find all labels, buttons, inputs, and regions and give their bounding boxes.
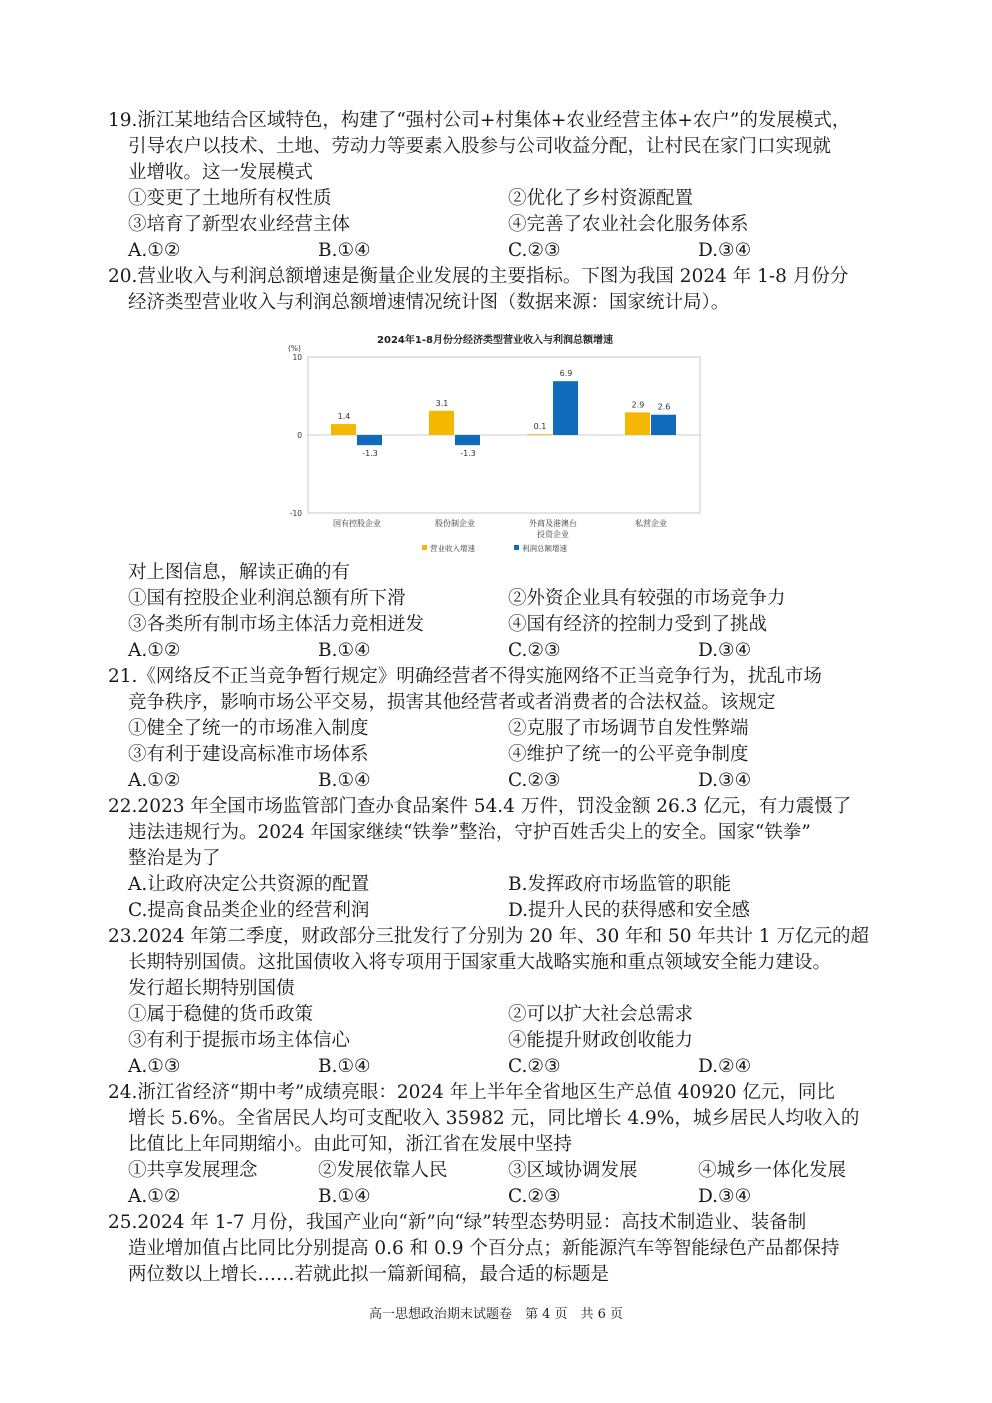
q21-option-4: ④维护了统一的公平竞争制度 — [508, 744, 749, 765]
bar-profit — [357, 435, 382, 445]
q19-choice-b: B.①④ — [318, 240, 371, 261]
q20-choice-b: B.①④ — [318, 640, 371, 661]
q22-choice-d: D.提升人民的获得感和安全感 — [508, 900, 751, 921]
legend-swatch — [514, 545, 519, 550]
q24-choice-d: D.③④ — [698, 1186, 752, 1207]
q24-stem: 24.浙江省经济“期中考”成绩亮眼：2024 年上半年全省地区生产总值 40920 亿元，同比 — [108, 1082, 835, 1103]
question-20-options — [108, 560, 888, 664]
q24-choice-a: A.①② — [128, 1186, 181, 1207]
q20-option-1: ①国有控股企业利润总额有所下滑 — [128, 588, 406, 609]
q23-choice-a: A.①③ — [128, 1056, 181, 1077]
q19-line3: 业增收。这一发展模式 — [128, 162, 314, 183]
q20-after: 对上图信息，解读正确的有 — [128, 562, 351, 583]
bar-value-label: 1.4 — [337, 412, 351, 422]
page-footer: 高一思想政治期末试题卷 第 4 页 共 6 页 — [368, 1307, 624, 1322]
q21-choice-d: D.③④ — [698, 770, 752, 791]
q24-line2: 增长 5.6%。全省居民人均可支配收入 35982 元，同比增长 4.9%，城乡居民人均收入的 — [128, 1108, 860, 1129]
question-20 — [108, 264, 888, 316]
bar-profit — [651, 415, 676, 435]
bar-revenue — [527, 434, 552, 435]
category-label: 国有控股企业 — [333, 519, 381, 528]
q24-option-3: ③区域协调发展 — [508, 1160, 638, 1181]
q23-option-2: ②可以扩大社会总需求 — [508, 1004, 694, 1025]
q24-option-4: ④城乡一体化发展 — [698, 1160, 847, 1181]
q21-choice-a: A.①② — [128, 770, 181, 791]
q25-line2: 造业增加值占比同比分别提高 0.6 和 0.9 个百分点；新能源汽车等智能绿色产品都保持 — [128, 1238, 840, 1259]
q19-choice-a: A.①② — [128, 240, 181, 261]
q19-option-2: ②优化了乡村资源配置 — [508, 188, 694, 209]
q22-line3: 整治是为了 — [128, 848, 221, 869]
q23-choice-c: C.②③ — [508, 1056, 561, 1077]
y-tick-label: 10 — [292, 353, 302, 362]
bar-revenue — [331, 424, 356, 435]
q19-option-1: ①变更了土地所有权性质 — [128, 188, 332, 209]
q20-choice-a: A.①② — [128, 640, 181, 661]
q21-option-2: ②克服了市场调节自发性弊端 — [508, 718, 749, 739]
bar-profit — [553, 381, 578, 435]
q19-stem: 19.浙江某地结合区域特色，构建了“强村公司+村集体+农业经营主体+农户”的发展模式， — [108, 110, 851, 131]
q20-choice-d: D.③④ — [698, 640, 752, 661]
bar-value-label: 2.9 — [631, 400, 645, 410]
growth-bar-chart — [280, 325, 710, 560]
q23-choice-b: B.①④ — [318, 1056, 371, 1077]
q23-option-4: ④能提升财政创收能力 — [508, 1030, 694, 1051]
question-24 — [108, 1080, 888, 1210]
q20-option-4: ④国有经济的控制力受到了挑战 — [508, 614, 768, 635]
q24-choice-b: B.①④ — [318, 1186, 371, 1207]
q19-option-3: ③培育了新型农业经营主体 — [128, 214, 351, 235]
q21-stem: 21.《网络反不正当竞争暂行规定》明确经营者不得实施网络不正当竞争行为，扰乱市场 — [108, 666, 822, 687]
y-tick-label: -10 — [289, 509, 302, 518]
q22-stem: 22.2023 年全国市场监管部门查办食品案件 54.4 万件，罚没金额 26.3 亿元，有力震慑了 — [108, 796, 852, 817]
q21-choice-b: B.①④ — [318, 770, 371, 791]
q25-stem: 25.2024 年 1-7 月份，我国产业向“新”向“绿”转型态势明显：高技术制造业、装备制 — [108, 1212, 807, 1233]
y-tick-label: 0 — [297, 431, 302, 440]
q19-choice-c: C.②③ — [508, 240, 561, 261]
question-21 — [108, 664, 888, 794]
question-25 — [108, 1210, 888, 1288]
q21-option-1: ①健全了统一的市场准入制度 — [128, 718, 369, 739]
q20-option-3: ③各类所有制市场主体活力竞相迸发 — [128, 614, 425, 635]
q24-option-1: ①共享发展理念 — [128, 1160, 258, 1181]
q20-line2: 经济类型营业收入与利润总额增速情况统计图（数据来源：国家统计局）。 — [128, 292, 730, 313]
q23-line2: 长期特别国债。这批国债收入将专项用于国家重大战略实施和重点领域安全能力建设。 — [128, 952, 832, 973]
category-label: 投资企业 — [537, 530, 569, 539]
question-22 — [108, 794, 888, 924]
bar-revenue — [429, 411, 454, 435]
q24-choice-c: C.②③ — [508, 1186, 561, 1207]
q21-line2: 竞争秩序，影响市场公平交易，损害其他经营者或者消费者的合法权益。该规定 — [128, 692, 776, 713]
question-19 — [108, 108, 888, 264]
q23-choice-d: D.②④ — [698, 1056, 752, 1077]
bar-value-label: 2.6 — [657, 402, 671, 412]
q23-option-3: ③有利于提振市场主体信心 — [128, 1030, 351, 1051]
bar-value-label: -1.3 — [362, 449, 378, 459]
q19-line2: 引导农户以技术、土地、劳动力等要素入股参与公司收益分配，让村民在家门口实现就 — [128, 136, 832, 157]
chart-title: 2024年1-8月份分经济类型营业收入与利润总额增速 — [377, 335, 613, 346]
q23-line3: 发行超长期特别国债 — [128, 978, 295, 999]
q20-choice-c: C.②③ — [508, 640, 561, 661]
q21-option-3: ③有利于建设高标准市场体系 — [128, 744, 369, 765]
legend-label: 营业收入增速 — [430, 544, 475, 553]
legend-swatch — [422, 545, 427, 550]
bar-value-label: 6.9 — [559, 369, 573, 379]
q22-choice-b: B.发挥政府市场监管的职能 — [508, 874, 731, 895]
q22-line2: 违法违规行为。2024 年国家继续“铁拳”整治，守护百姓舌尖上的安全。国家“铁拳” — [128, 822, 811, 843]
q24-option-2: ②发展依靠人民 — [318, 1160, 448, 1181]
bar-value-label: 0.1 — [533, 422, 547, 432]
q23-option-1: ①属于稳健的货币政策 — [128, 1004, 314, 1025]
chart-ylabel: (%) — [288, 344, 301, 353]
q19-option-4: ④完善了农业社会化服务体系 — [508, 214, 749, 235]
bar-value-label: -1.3 — [460, 449, 476, 459]
category-label: 外商及港澳台 — [529, 519, 577, 528]
question-23 — [108, 924, 888, 1080]
q22-choice-c: C.提高食品类企业的经营利润 — [128, 900, 370, 921]
q23-stem: 23.2024 年第二季度，财政部分三批发行了分别为 20 年、30 年和 50 年共计 1 万亿元的超 — [108, 926, 869, 947]
q25-line3: 两位数以上增长……若就此拟一篇新闻稿，最合适的标题是 — [128, 1264, 610, 1285]
q21-choice-c: C.②③ — [508, 770, 561, 791]
q20-stem: 20.营业收入与利润总额增速是衡量企业发展的主要指标。下图为我国 2024 年 1-8 月份分 — [108, 266, 849, 287]
bar-value-label: 3.1 — [435, 398, 449, 408]
q19-choice-d: D.③④ — [698, 240, 752, 261]
bar-profit — [455, 435, 480, 445]
legend-label: 利润总额增速 — [522, 544, 567, 553]
q24-line3: 比值比上年同期缩小。由此可知，浙江省在发展中坚持 — [128, 1134, 573, 1155]
category-label: 股份制企业 — [435, 519, 475, 528]
q22-choice-a: A.让政府决定公共资源的配置 — [128, 874, 370, 895]
q20-option-2: ②外资企业具有较强的市场竞争力 — [508, 588, 786, 609]
bar-revenue — [625, 412, 650, 435]
category-label: 私营企业 — [635, 519, 667, 528]
